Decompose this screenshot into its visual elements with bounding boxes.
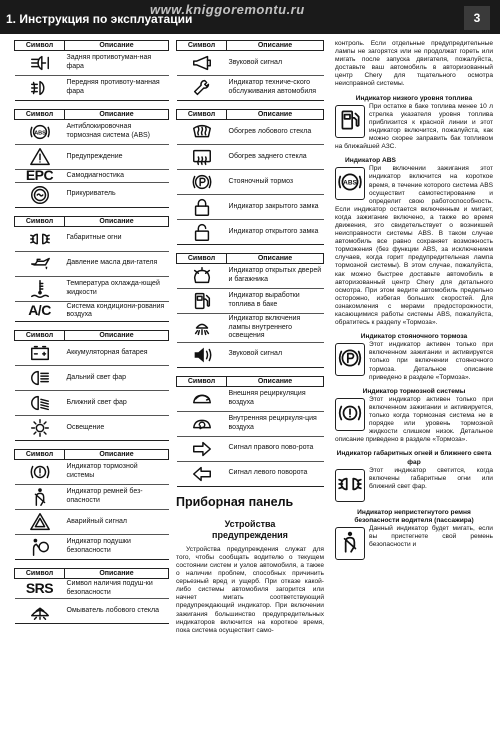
table-row xyxy=(15,182,169,207)
table-row xyxy=(15,459,169,484)
indicator-title: Индикатор ABS xyxy=(345,157,396,165)
horn-icon xyxy=(191,52,213,74)
table-header-row xyxy=(177,376,324,386)
table-header-row xyxy=(177,41,324,51)
symbol-cell xyxy=(15,145,65,170)
column-1 xyxy=(14,40,169,632)
subsection-title-line: предупреждения xyxy=(212,529,288,540)
table-row xyxy=(15,340,169,365)
description-cell: Задняя противотуман-ная фара xyxy=(65,51,169,76)
description-cell: Аккумуляторная батарея xyxy=(65,340,169,365)
low-beam-icon xyxy=(29,392,51,414)
column-header: Символ xyxy=(15,568,65,578)
speaker-icon xyxy=(191,344,213,366)
page-header xyxy=(0,0,500,34)
description-cell: Сигнал правого пово-рота xyxy=(227,436,324,461)
indicator-title: Индикатор габаритных огней и ближнего света фар xyxy=(336,450,492,466)
table-row xyxy=(15,226,169,251)
description-cell: Прикуриватель xyxy=(65,182,169,207)
table-row xyxy=(15,170,169,183)
indicator-block xyxy=(335,341,493,381)
column-header: Описание xyxy=(227,41,324,51)
table-row xyxy=(177,314,324,343)
airbag-icon xyxy=(29,536,51,558)
table-row xyxy=(15,51,169,76)
description-cell: Сигнал левого поворота xyxy=(227,461,324,486)
symbol-cell xyxy=(15,415,65,440)
column-2 xyxy=(176,40,324,635)
symbol-table xyxy=(176,109,324,245)
description-cell: Внутренняя рециркуля-ция воздуха xyxy=(227,411,324,436)
description-cell: Индикатор техниче-ского обслуживания автомобиля xyxy=(227,76,324,101)
description-cell: Звуковой сигнал xyxy=(227,51,324,76)
symbol-table xyxy=(14,449,169,560)
table-row xyxy=(15,145,169,170)
chapter-title: 1. Инструкция по эксплуатации xyxy=(6,12,193,26)
fuel-icon xyxy=(335,105,365,138)
column-header: Описание xyxy=(65,449,169,459)
indicator-text: Этот индикатор активен только при включенном зажигании и активируется, только когда тормозная система не в порядке или уровень тормозной жидкости слишком низок. Детальное описание приведено в разделе «Тормоза». xyxy=(335,395,493,444)
table-row xyxy=(177,386,324,411)
symbol-cell xyxy=(15,390,65,415)
watermark: www.kniggoremontu.ru xyxy=(150,2,305,17)
high-beam-icon xyxy=(29,367,51,389)
table-row xyxy=(177,289,324,314)
table-row xyxy=(177,170,324,195)
symbol-cell xyxy=(15,509,65,534)
brake-system-icon xyxy=(29,461,51,483)
symbol-cell xyxy=(177,289,227,314)
inside-recirc-icon xyxy=(191,413,213,435)
symbol-cell xyxy=(177,461,227,486)
description-cell: Предупреждение xyxy=(65,145,169,170)
symbol-cell xyxy=(177,411,227,436)
symbol-cell xyxy=(15,182,65,207)
door-open-icon xyxy=(191,265,213,287)
table-row xyxy=(15,276,169,301)
indicator-block xyxy=(335,396,493,445)
front-defrost-icon xyxy=(191,121,213,143)
description-cell: Индикатор выработки топлива в баке xyxy=(227,289,324,314)
page-number: 3 xyxy=(464,6,490,30)
parking-lights-icon xyxy=(335,469,365,502)
description-cell: Ближний свет фар xyxy=(65,390,169,415)
dome-light-icon xyxy=(191,317,213,339)
column-header: Символ xyxy=(15,330,65,340)
symbol-table xyxy=(14,568,169,624)
abs-icon xyxy=(29,121,51,143)
subsection-title xyxy=(176,519,324,541)
column-header: Символ xyxy=(177,41,227,51)
description-cell: Самодиагностика xyxy=(65,170,169,183)
symbol-cell xyxy=(15,226,65,251)
symbol-cell xyxy=(15,340,65,365)
symbol-cell xyxy=(15,51,65,76)
table-row xyxy=(15,534,169,559)
description-cell: Давление масла дви-гателя xyxy=(65,251,169,276)
symbol-table xyxy=(14,109,169,208)
column-header: Описание xyxy=(227,110,324,120)
svg-text:ABS: ABS xyxy=(33,130,46,137)
coolant-temp-icon xyxy=(29,278,51,300)
cigarette-lighter-icon xyxy=(29,184,51,206)
indicator-title: Индикатор непристегнутого ремня безопасности водителя (пассажира) xyxy=(354,508,474,524)
table-row xyxy=(177,120,324,145)
description-cell: Температура охлажда-ющей жидкости xyxy=(65,276,169,301)
symbol-table xyxy=(14,330,169,441)
symbol-cell xyxy=(177,314,227,343)
seatbelt-icon xyxy=(335,527,365,560)
table-row xyxy=(177,264,324,289)
symbol-table xyxy=(176,376,324,487)
symbol-cell xyxy=(177,264,227,289)
table-header-row xyxy=(15,330,169,340)
indicator-text: Данный индикатор будет мигать, если вы пристегнете свой ремень безопасности и xyxy=(369,524,493,549)
column-header: Символ xyxy=(15,216,65,226)
description-cell: Индикатор подушки безопасности xyxy=(65,534,169,559)
table-row xyxy=(177,342,324,367)
column-header: Описание xyxy=(227,376,324,386)
symbol-cell xyxy=(177,120,227,145)
table-header-row xyxy=(15,449,169,459)
symbol-cell xyxy=(15,76,65,101)
description-cell: Стояночный тормоз xyxy=(227,170,324,195)
table-header-row xyxy=(177,254,324,264)
warning-triangle-icon xyxy=(29,146,51,168)
hazard-icon xyxy=(29,511,51,533)
symbol-cell xyxy=(15,365,65,390)
table-row xyxy=(15,578,169,598)
symbol-cell xyxy=(15,459,65,484)
column-header: Описание xyxy=(65,41,169,51)
oil-pressure-icon xyxy=(29,253,51,275)
column-header: Символ xyxy=(177,376,227,386)
description-cell: Внешняя рециркуляция воздуха xyxy=(227,386,324,411)
subsection-title-line: Устройства xyxy=(224,518,276,529)
description-cell: Дальний свет фар xyxy=(65,365,169,390)
srs-icon: SRS xyxy=(25,579,54,596)
parking-lights-icon xyxy=(29,228,51,250)
description-cell: Индикатор открытых дверей и багажника xyxy=(227,264,324,289)
description-cell: Аварийный сигнал xyxy=(65,509,169,534)
symbol-table xyxy=(176,40,324,101)
description-cell: Звуковой сигнал xyxy=(227,342,324,367)
table-row xyxy=(15,365,169,390)
lock-open-icon xyxy=(191,221,213,243)
table-row xyxy=(15,251,169,276)
epc-icon: EPC xyxy=(25,167,54,183)
symbol-cell xyxy=(177,342,227,367)
table-header-row xyxy=(15,568,169,578)
description-cell: Символ наличия подуш-ки безопасности xyxy=(65,578,169,598)
symbol-cell xyxy=(177,170,227,195)
column-header: Описание xyxy=(65,330,169,340)
table-row xyxy=(177,145,324,170)
table-row xyxy=(15,599,169,624)
table-header-row xyxy=(15,216,169,226)
svg-text:ABS: ABS xyxy=(343,180,357,188)
description-cell: Система кондициони-рования воздуха xyxy=(65,301,169,321)
table-header-row xyxy=(177,110,324,120)
symbol-cell xyxy=(177,220,227,245)
front-fog-light-icon xyxy=(29,77,51,99)
table-row xyxy=(15,415,169,440)
wrench-icon xyxy=(191,77,213,99)
ac-icon: A/C xyxy=(28,302,51,319)
table-row xyxy=(177,436,324,461)
column-header: Символ xyxy=(15,449,65,459)
symbol-table xyxy=(176,253,324,368)
symbol-cell xyxy=(177,436,227,461)
symbol-cell xyxy=(15,276,65,301)
turn-right-icon xyxy=(191,438,213,460)
symbol-cell xyxy=(15,599,65,624)
description-cell: Индикатор открытого замка xyxy=(227,220,324,245)
indicator-text: При включении зажигания этот индикатор включится на короткое время, в течение которого система ABS осуществит самотестирование и определит свою работоспособность. Если индикатор остается включенным и мигает, когда зажигание включено, а также во время движения, это свидетельствует о возникшей неисправности системы ABS. В таком случае автомобиль все равно сохраняет возможность торможения (без функции ABS, за исключением случаев, когда горит предупредительная лампа тормозной системы). В этом случае, пожалуйста, как можно быстрее доставьте автомобиль в авторизованный центр Chery для детального осмотра. При этом ведите автомобиль предельно осторожно, избегая больших скоростей. Для ознакомления с мерами предосторожности, касающимися работы системы ABS, пожалуйста, обратитесь к разделу «Тормоза». xyxy=(335,165,493,327)
description-cell: Обогрев заднего стекла xyxy=(227,145,324,170)
fuel-icon xyxy=(191,290,213,312)
column-header: Символ xyxy=(177,254,227,264)
body-paragraph: Устройства предупреждения служат для того, чтобы сообщать водителю о текущем состоянии систем и узлов автомобиля, а также о наличии проблем, способных причинить серьезный вред и ущерб. При отказе какой-либо системы автомобиля загорится или начнет мигать соответствующий предупреждающий индикатор. При включении зажигания большинство предупредительных индикаторов включится на короткое время, пока система осуществит само- xyxy=(176,545,324,634)
table-row xyxy=(177,76,324,101)
column-3 xyxy=(335,40,493,561)
rear-fog-light-icon xyxy=(29,52,51,74)
indicator-block xyxy=(335,467,493,491)
outside-recirc-icon xyxy=(191,388,213,410)
indicator-text: Этот индикатор активен только при включенном зажигании и активируется только при включении стояночного тормоза. Детальное описание приведено в разделе «Тормоза». xyxy=(369,341,493,381)
windshield-washer-icon xyxy=(29,600,51,622)
symbol-cell xyxy=(15,534,65,559)
description-cell: Индикатор ремней без-опасности xyxy=(65,484,169,509)
description-cell: Индикатор включения лампы внутреннего освещения xyxy=(227,314,324,343)
description-cell: Антиблокировочная тормозная система (ABS) xyxy=(65,120,169,145)
column-header: Символ xyxy=(177,110,227,120)
symbol-cell xyxy=(15,120,65,145)
column-header: Символ xyxy=(15,110,65,120)
indicator-block xyxy=(335,165,493,327)
table-row xyxy=(15,301,169,321)
symbol-cell xyxy=(177,51,227,76)
symbol-table xyxy=(14,40,169,101)
symbol-table xyxy=(14,216,169,322)
description-cell: Индикатор закрытого замка xyxy=(227,195,324,220)
symbol-cell xyxy=(177,76,227,101)
indicator-block xyxy=(335,525,493,549)
table-row xyxy=(177,411,324,436)
description-cell: Обогрев лобового стекла xyxy=(227,120,324,145)
table-header-row xyxy=(15,41,169,51)
brake-system-icon xyxy=(335,398,365,431)
table-header-row xyxy=(15,110,169,120)
indicator-title: Индикатор низкого уровня топлива xyxy=(355,94,473,102)
column-header: Описание xyxy=(65,110,169,120)
table-row xyxy=(177,51,324,76)
symbol-cell xyxy=(15,301,65,321)
symbol-cell xyxy=(15,251,65,276)
parking-brake-icon xyxy=(335,343,365,376)
abs-icon xyxy=(335,167,365,200)
interior-light-icon xyxy=(29,417,51,439)
table-row xyxy=(177,461,324,486)
table-row xyxy=(15,120,169,145)
indicator-title: Индикатор стояночного тормоза xyxy=(360,333,468,341)
section-title: Приборная панель xyxy=(176,494,294,509)
symbol-cell xyxy=(177,386,227,411)
symbol-cell xyxy=(15,484,65,509)
parking-brake-icon xyxy=(191,171,213,193)
column-header: Описание xyxy=(65,568,169,578)
symbol-cell xyxy=(15,578,65,598)
table-row xyxy=(15,76,169,101)
indicator-title: Индикатор тормозной системы xyxy=(362,387,466,395)
rear-defrost-icon xyxy=(191,146,213,168)
table-row xyxy=(177,220,324,245)
seatbelt-icon xyxy=(29,486,51,508)
battery-icon xyxy=(29,342,51,364)
turn-left-icon xyxy=(191,463,213,485)
table-row xyxy=(15,484,169,509)
table-row xyxy=(15,509,169,534)
indicator-text: При остатке в баке топлива менее 10 л стрелка указателя уровня топлива приблизится к красной линии и этот индикатор включится, пожалуйста, как можно скорее заправить бак топливом на ближайшей АЗС. xyxy=(335,102,493,151)
lock-closed-icon xyxy=(191,196,213,218)
table-row xyxy=(177,195,324,220)
description-cell: Передняя противоту-манная фара xyxy=(65,76,169,101)
description-cell: Индикатор тормозной системы xyxy=(65,459,169,484)
symbol-cell xyxy=(177,195,227,220)
indicator-text: Этот индикатор светится, когда включены габаритные огни или ближний свет фар. xyxy=(369,466,493,490)
body-paragraph: контроль. Если отдельные предупредительные лампы не загорятся или не продолжат гореть или мигать после запуска двигателя, пожалуйста, доставьте ваш автомобиль в авторизованный центр Chery для тщательного осмотра неисправной системы. xyxy=(335,40,493,88)
column-header: Описание xyxy=(227,254,324,264)
description-cell: Освещение xyxy=(65,415,169,440)
description-cell: Габаритные огни xyxy=(65,226,169,251)
symbol-cell xyxy=(15,167,65,183)
symbol-cell xyxy=(177,145,227,170)
table-row xyxy=(15,390,169,415)
indicator-block xyxy=(335,103,493,152)
column-header: Описание xyxy=(65,216,169,226)
description-cell: Омыватель лобового стекла xyxy=(65,599,169,624)
column-header: Символ xyxy=(15,41,65,51)
